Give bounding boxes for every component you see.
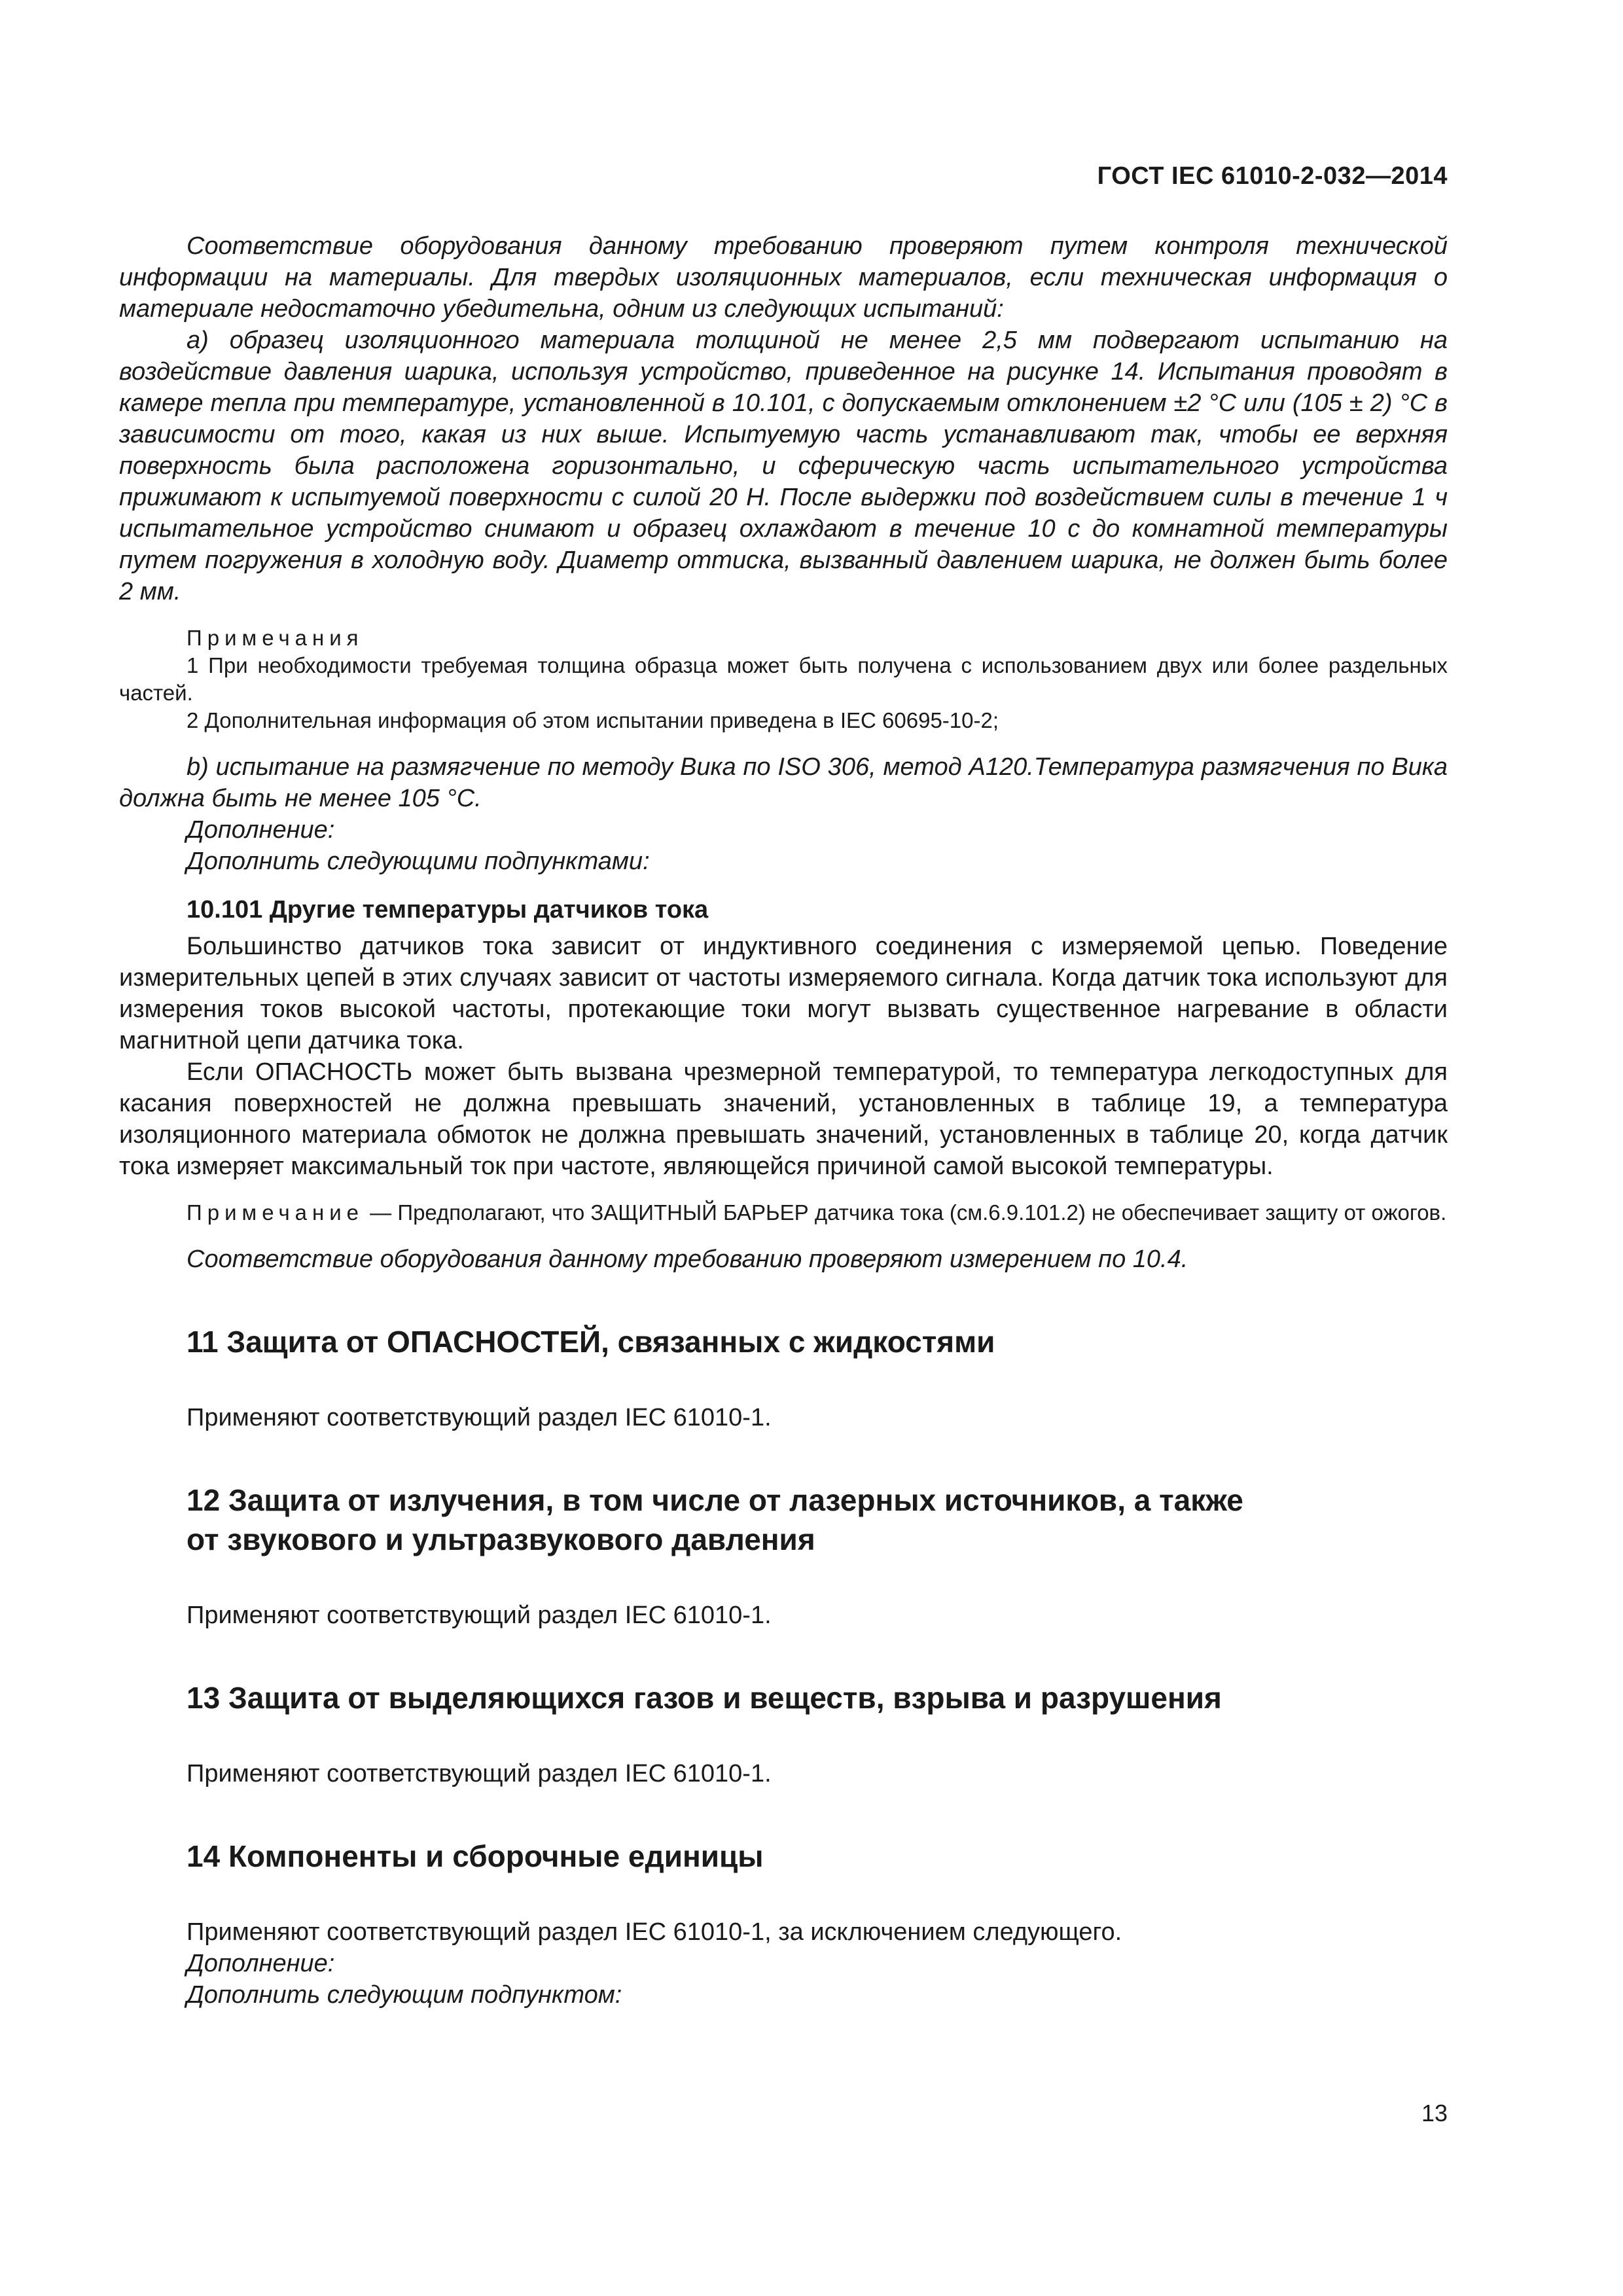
page-number: 13 <box>1421 2100 1448 2126</box>
subsection-title-10-101: 10.101 Другие температуры датчиков тока <box>187 896 709 924</box>
section-text-12: Применяют соответствующий раздел IEC 61010-1. <box>187 1602 772 1629</box>
section-14-addition-subtext: Дополнить следующим подпунктом: <box>187 1981 622 2009</box>
notes-title: Примечания <box>187 626 364 650</box>
section-title-12-line-1: 12 Защита от излучения, в том числе от лазерных источников, а также <box>187 1483 1243 1517</box>
addition-label: Дополнение: <box>187 816 335 844</box>
note-2: 2 Дополнительная информация об этом испытании приведена в IEC 60695-10-2; <box>187 708 999 732</box>
addition-subtext: Дополнить следующими подпунктами: <box>187 848 650 875</box>
section-text-11: Применяют соответствующий раздел IEC 61010-1. <box>187 1404 772 1431</box>
paragraph-current-sensors: Большинство датчиков тока зависит от индуктивного соединения с измеряемой цепью. Поведение измерительных цепей в этих случаях зависит от частоты измеряемого сигнала. Когда датчик тока используют для измерения токов высокой частоты, протекающие токи могут вызвать существенное нагревание в области магнитной цепи датчика тока. <box>119 933 1448 1054</box>
paragraph-compliance-check: Соответствие оборудования данному требованию проверяют путем контроля технической информации на материалы. Для твердых изоляционных материалов, если техническая информация о материале недостаточно убедительна, одним из следующих испытаний: <box>119 232 1448 323</box>
section-title-12 <box>119 1480 1448 1559</box>
section-title-11: 11 Защита от ОПАСНОСТЕЙ, связанных с жидкостями <box>187 1325 995 1359</box>
note-barrier <box>119 1199 1448 1227</box>
section-title-13: 13 Защита от выделяющихся газов и веществ, взрыва и разрушения <box>187 1681 1222 1715</box>
section-14-addition-label: Дополнение: <box>187 1950 335 1977</box>
paragraph-hazard-temperature: Если ОПАСНОСТЬ может быть вызвана чрезмерной температурой, то температура легкодоступных для касания поверхностей не должна превышать значений, установленных в таблице 19, а температура изоляционного материала обмоток не должна превышать значений, установленных в таблице 20, когда датчик тока измеряет максимальный ток при частоте, являющейся причиной самой высокой температуры. <box>119 1058 1448 1180</box>
document-header: ГОСТ IEC 61010-2-032—2014 <box>1097 162 1448 190</box>
section-text-14: Применяют соответствующий раздел IEC 61010-1, за исключением следующего. <box>187 1918 1122 1946</box>
paragraph-vicat-test: b) испытание на размягчение по методу Вика по ISO 306, метод А120.Температура размягчения по Вика должна быть не менее 105 °С. <box>119 753 1448 812</box>
section-title-14: 14 Компоненты и сборочные единицы <box>187 1839 764 1873</box>
document-page <box>119 0 1448 2296</box>
section-title-12-line-2: от звукового и ультразвукового давления <box>187 1522 815 1556</box>
note-barrier-label: Примечание <box>187 1200 365 1225</box>
section-text-13: Применяют соответствующий раздел IEC 61010-1. <box>187 1760 772 1787</box>
paragraph-measurement-check: Соответствие оборудования данному требованию проверяют измерением по 10.4. <box>187 1246 1188 1273</box>
paragraph-ball-pressure-test: a) образец изоляционного материала толщиной не менее 2,5 мм подвергают испытанию на воздействие давления шарика, используя устройство, приведенное на рисунке 14. Испытания проводят в камере тепла при температуре, установленной в 10.101, с допускаемым отклонением ±2 °С или (105 ± 2) °С в зависимости от того, какая из них выше. Испытуемую часть устанавливают так, чтобы ее верхняя поверхность была расположена горизонтально, и сферическую часть испытательного устройства прижимают к испытуемой поверхности с силой 20 Н. После выдержки под воздействием силы в течение 1 ч испытательное устройство снимают и образец охлаждают в течение 10 с до комнатной температуры путем погружения в холодную воду. Диаметр оттиска, вызванный давлением шарика, не должен быть более 2 мм. <box>119 327 1448 605</box>
note-barrier-text: — Предполагают, что ЗАЩИТНЫЙ БАРЬЕР датчика тока (см.6.9.101.2) не обеспечивает защиту от ожогов. <box>364 1200 1447 1225</box>
note-1: 1 При необходимости требуемая толщина образца может быть получена с использованием двух или более раздельных частей. <box>119 653 1448 705</box>
document-content <box>119 230 1448 2011</box>
